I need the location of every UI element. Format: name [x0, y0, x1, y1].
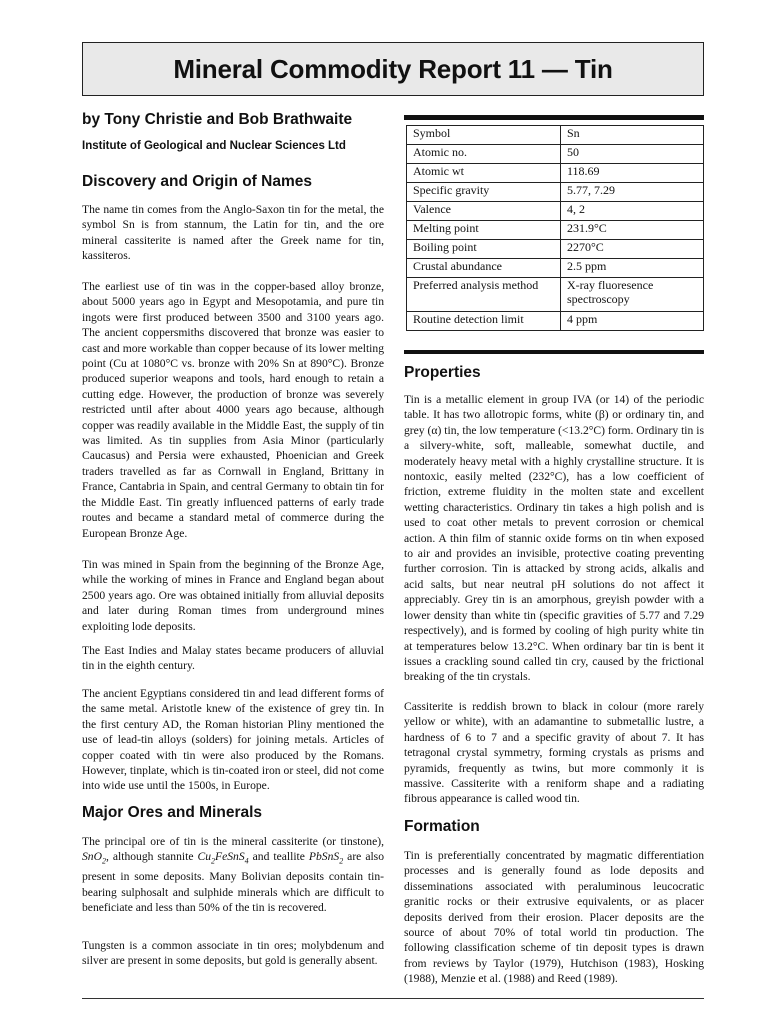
table-rule-top: [404, 115, 704, 120]
paragraph-discovery-4: The East Indies and Malay states became producers of alluvial tin in the eighth century.: [82, 644, 384, 673]
formula-cassiterite: [82, 850, 106, 866]
page-title: Mineral Commodity Report 11 — Tin: [173, 53, 613, 84]
properties-table: [406, 125, 704, 331]
heading-discovery: Discovery and Origin of Names: [82, 173, 312, 190]
formula-teallite-sub: 2: [339, 856, 344, 866]
properties-table-label: Melting point: [407, 221, 561, 240]
properties-table-value: 2.5 ppm: [561, 259, 704, 278]
properties-table-value: 4, 2: [561, 202, 704, 221]
formula-teallite-base: PbSnS: [308, 850, 340, 864]
properties-table-value: 50: [561, 145, 704, 164]
properties-table-row: [407, 312, 704, 331]
properties-table-label: Atomic no.: [407, 145, 561, 164]
paragraph-discovery-5: The ancient Egyptians considered tin and lead different forms of the same metal. Aristotle knew of the existence of grey tin. In the first century AD, the Roman historian Pliny mentioned the use of lead-tin alloys (solders) for joining metals. Articles of copper coated with tin were also produced by the Romans. However, tinplate, which is tin-coated iron or steel, did not come into wide use until the 1500s, in Europe.: [82, 687, 384, 793]
properties-table-row: [407, 126, 704, 145]
formula-stannite-b: FeSnS: [215, 850, 245, 864]
properties-table-value: 118.69: [561, 164, 704, 183]
paragraph-properties-2: Cassiterite is reddish brown to black in colour (more rarely yellow or white), with an adamantine to submetallic lustre, a hardness of 6 to 7 and a specific gravity of about 7. It has tetragonal crystal symmetry, forming crystals as prisms and pyramids, frequently as twins, but more commonly it is massive. Cassiterite with a reniform shape and a radiating fibrous appearance is called wood tin.: [404, 700, 704, 806]
table-rule-bottom: [404, 350, 704, 354]
properties-table-label: Crustal abundance: [407, 259, 561, 278]
heading-properties: Properties: [404, 364, 481, 381]
properties-table-value: Sn: [561, 126, 704, 145]
paragraph-discovery-2: The earliest use of tin was in the copper-based alloy bronze, about 5000 years ago in Egypt and Mesopotamia, and pure tin ingots were first produced between 3500 and 3100 years ago. The ancient coppersmiths discovered that bronze was easier to cast and more workable than copper because of its lower melting point (Cu at 1080°C vs. bronze with 20% Sn at 890°C). Bronze produced superior weapons and tools, hard enough to retain a cutting edge. However, the production of bronze was severely restricted until after about 4000 years ago because, although copper was readily available in the Middle East, the supply of tin was limited. As tin supplies from Asia Minor (particularly Caucasus) and Persia were exhausted, Phoenician and Greek traders travelled as far as Cornwall in England, Brittany in France, Cantabria in Spain, and central Germany to obtain tin for the Middle East. Tin greatly influenced patterns of early trade routes and became a standard metal of commerce during the European Bronze Age.: [82, 280, 384, 540]
properties-table-row: [407, 240, 704, 259]
paragraph-discovery-3: Tin was mined in Spain from the beginning of the Bronze Age, while the working of mines in France and England began about 2500 years ago. Ore was obtained initially from alluvial deposits and later during Roman times from underground mines exploiting lode deposits.: [82, 558, 384, 633]
paragraph-ores-2: Tungsten is a common associate in tin ores; molybdenum and silver are present in some deposits, but gold is generally absent.: [82, 939, 384, 968]
properties-table-label: Routine detection limit: [407, 312, 561, 331]
properties-table-row: [407, 221, 704, 240]
properties-table-label: Boiling point: [407, 240, 561, 259]
title-box: [82, 42, 704, 96]
properties-table-row: [407, 259, 704, 278]
heading-formation: Formation: [404, 818, 480, 835]
properties-table-label: Atomic wt: [407, 164, 561, 183]
ores-text-d: are also present in some deposits. Many Bolivian deposits contain tin-bearing sulphosalt and sulphide minerals which are difficult to beneficiate and less than 50% of the tin is recovered.: [82, 850, 384, 914]
ores-text-b: , although stannite: [105, 850, 198, 864]
paragraph-properties-1: Tin is a metallic element in group IVA (or 14) of the periodic table. It has two allotropic forms, white (β) or ordinary tin, and grey (α) tin, the low temperature (<13.2°C) form. Ordinary tin is a silvery-white, soft, malleable, somewhat ductile, and moderately heavy metal with a highly crystalline structure. It is nontoxic, easily melted (232°C), has a low coefficient of friction, extreme fluidity in the molten state and excellent wetting characteristics. Ordinary tin takes a high polish and is used to coat other metals to prevent corrosion or chemical action. A thin film of stannic oxide forms on tin when exposed to air and provides an invisible, protective coating preventing further corrosion. Tin is attacked by strong acids, alkalis and acid salts, but near neutral pH solutions do not affect it appreciably. Grey tin is an amorphous, greyish powder with a lower density than white tin (specific gravities of 5.77 and 7.29 respectively), and is formed by cooling of high purity white tin at temperatures below 13.2°C. When ordinary bar tin is bent it issues a crackling sound called tin cry, caused by the frictional breaking of the tin crystals.: [404, 393, 704, 684]
properties-table-value: 231.9°C: [561, 221, 704, 240]
formula-teallite: [308, 850, 344, 866]
properties-table-value: 4 ppm: [561, 312, 704, 331]
ores-text-c: and teallite: [248, 850, 309, 864]
paragraph-formation-1: Tin is preferentially concentrated by magmatic differentiation processes and is generally found as lode deposits and disseminations associated with peraluminous leucocratic granitic rocks or their extrusive equivalents, or as placer deposits derived from their erosion. Placer deposits are the source of about 70% of total world tin production. The following classification scheme of tin deposit types is drawn from reviews by Taylor (1979), Hutchison (1983), Hosking (1988), Menzie et al. (1988) and Reed (1989).: [404, 849, 704, 986]
affiliation: Institute of Geological and Nuclear Sciences Ltd: [82, 140, 346, 152]
ores-text-a: The principal ore of tin is the mineral cassiterite (or tinstone),: [82, 835, 384, 848]
formula-stannite: [197, 850, 249, 866]
properties-table-row: [407, 183, 704, 202]
properties-table-value: X-ray fluoresence spectroscopy: [561, 278, 704, 312]
properties-table-row: [407, 202, 704, 221]
formula-stannite-sub2: 4: [244, 856, 249, 866]
formula-stannite-a: Cu: [197, 850, 212, 864]
properties-table-label: Specific gravity: [407, 183, 561, 202]
properties-table-row: [407, 164, 704, 183]
properties-table-row: [407, 145, 704, 164]
properties-table-label: Valence: [407, 202, 561, 221]
authors: by Tony Christie and Bob Brathwaite: [82, 111, 353, 128]
properties-table-label: Symbol: [407, 126, 561, 145]
formula-cassiterite-sub: 2: [101, 856, 106, 866]
paragraph-ores-1: [82, 834, 384, 915]
properties-table-value: 2270°C: [561, 240, 704, 259]
properties-table-row: [407, 278, 704, 312]
bottom-rule: [82, 998, 704, 999]
heading-ores: Major Ores and Minerals: [82, 804, 263, 821]
paragraph-discovery-1: The name tin comes from the Anglo-Saxon tin for the metal, the symbol Sn is from stannum, the Latin for tin, and the ore mineral cassiterite is named after the Greek name for tin, kassiteros.: [82, 203, 384, 263]
formula-cassiterite-base: SnO: [82, 850, 102, 864]
properties-table-value: 5.77, 7.29: [561, 183, 704, 202]
properties-table-label: Preferred analysis method: [407, 278, 561, 312]
formula-stannite-sub1: 2: [211, 856, 216, 866]
